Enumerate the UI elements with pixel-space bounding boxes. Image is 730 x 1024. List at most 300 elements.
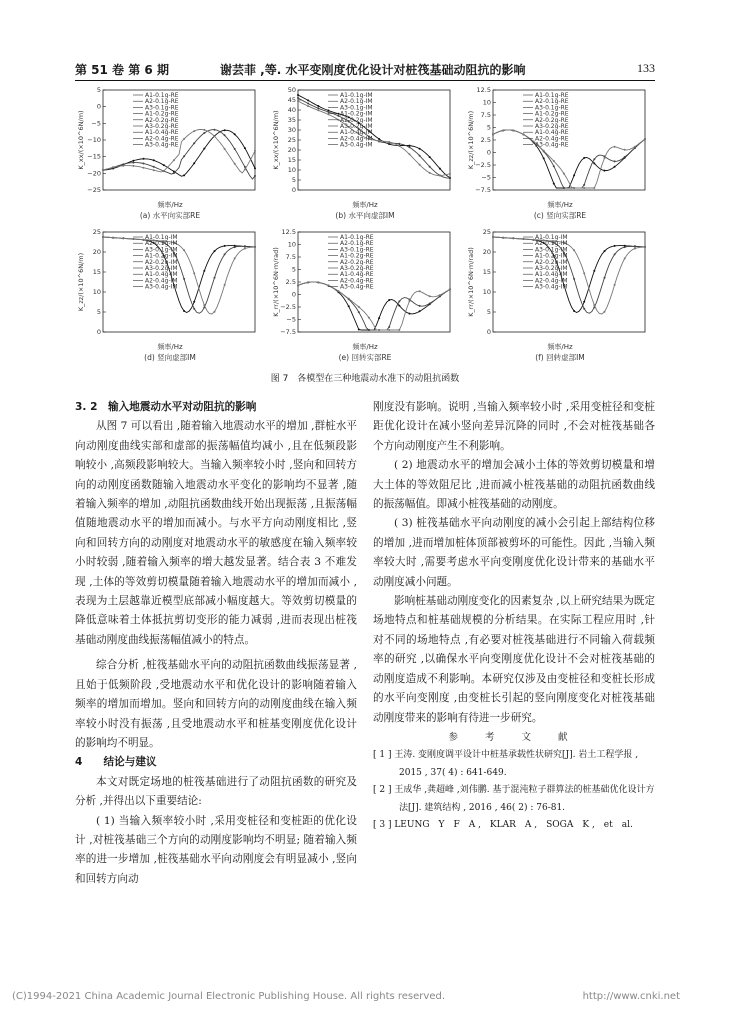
series-marker (378, 317, 380, 319)
series-marker (183, 249, 185, 251)
series-marker (214, 135, 216, 137)
volume-issue: 第 51 卷 第 6 期 (75, 63, 169, 77)
legend-entry: A2-0.2g-IM (535, 258, 568, 266)
series-marker (327, 285, 329, 287)
panel-c (465, 86, 655, 226)
legend-entry: A1-0.4g-IM (145, 271, 178, 279)
legend-entry: A2-0.4g-RE (535, 135, 569, 143)
series-marker (624, 156, 626, 158)
panel-d (75, 228, 265, 368)
footer (0, 991, 730, 1007)
legend-entry: A1-0.4g-RE (535, 129, 569, 137)
series-marker (409, 146, 411, 148)
y-tick-label: 15 (92, 268, 101, 276)
series-marker (358, 311, 360, 313)
series-marker (183, 174, 185, 176)
series-marker (644, 246, 646, 248)
legend-entry: A2-0.2g-IM (145, 258, 178, 266)
y-tick-label: 10 (482, 98, 491, 107)
page-number: 133 (637, 61, 655, 75)
y-tick-label: 0 (291, 186, 296, 194)
series-marker (307, 99, 309, 101)
series-marker (203, 148, 205, 150)
legend-entry: A3-0.2g-RE (340, 265, 374, 272)
y-axis-label: K_xx/(×10^6N/m) (77, 110, 85, 170)
running-title: 谢芸菲 ,等. 水平变刚度优化设计对桩筏基础动阻抗的影响 (220, 63, 526, 77)
series-marker (419, 155, 421, 157)
reference-item: [ 3 ] LEUNG Y F A , KLAR A , SOGA K , et al. (373, 820, 633, 831)
series-marker (634, 248, 636, 250)
y-axis-label: K_rr/(×10^6N·m/rad) (272, 247, 280, 317)
xlabel-c: 频率/Hz (547, 201, 573, 209)
y-tick-label: 30 (287, 126, 296, 134)
header-rule (75, 80, 655, 81)
legend-entry: A3-0.2g-IM (535, 265, 568, 272)
series-marker (214, 311, 216, 313)
series-marker (614, 284, 616, 286)
panel-f (465, 228, 655, 368)
series-marker (193, 308, 195, 310)
series-marker (543, 157, 545, 159)
series-marker (388, 299, 390, 301)
series-marker (409, 153, 411, 155)
legend-entry: A2-0.4g-RE (145, 135, 179, 143)
y-tick-label: −7.5 (475, 186, 491, 194)
legend-entry: A1-0.1g-IM (535, 234, 568, 241)
series-marker (429, 156, 431, 158)
legend-entry: A1-0.1g-IM (145, 234, 178, 241)
paragraph: ( 3) 桩筏基础水平向动刚度的减小会引起上部结构位移的增加 ,进而增加桩体顶部被剪坏的可能性。因此 ,当输入频率较大时 ,需要考虑水平向变刚度优化设计带来的基础水平动刚度减小问题。 (373, 517, 655, 588)
footer-url: http://www.cnki.net (582, 991, 680, 1002)
y-tick-label: 0 (96, 102, 101, 111)
series-marker (224, 284, 226, 286)
series-marker (502, 237, 504, 239)
series-marker (573, 249, 575, 251)
series-marker (583, 157, 585, 159)
reference-item: [ 2 ] 王成华 ,龚超峰 ,刘伟鹏. 基于混沌粒子群算法的桩基础优化设计方法[J]. 建筑结构 , 2016 , 46( 2) : 76-81. (373, 785, 655, 813)
series-marker (419, 310, 421, 312)
series-marker (593, 162, 595, 164)
legend-entry: A2-0.1g-RE (340, 240, 374, 248)
series-marker (163, 170, 165, 172)
series-marker (553, 160, 555, 162)
series-marker (512, 237, 514, 239)
chart-f (465, 228, 655, 353)
y-tick-label: −5 (91, 119, 101, 128)
series-marker (563, 173, 565, 175)
series-marker (254, 150, 256, 152)
legend-entry: A2-0.1g-IM (145, 240, 178, 248)
series-marker (614, 166, 616, 168)
series-marker (143, 163, 145, 165)
legend-entry: A3-0.2g-RE (145, 123, 179, 130)
series-marker (193, 162, 195, 164)
chart-a (75, 86, 265, 211)
references-heading: 参 考 文 献 (448, 731, 580, 743)
series-marker (429, 166, 431, 168)
series-marker (358, 329, 360, 331)
y-tick-label: 20 (92, 248, 101, 256)
y-tick-label: 25 (482, 228, 491, 236)
series-line (298, 282, 450, 330)
legend-entry: A2-0.1g-IM (535, 240, 568, 248)
legend-entry: A3-0.2g-RE (535, 123, 569, 130)
series-marker (604, 250, 606, 252)
series-marker (132, 160, 134, 162)
series-marker (593, 270, 595, 272)
y-tick-label: −2.5 (280, 303, 296, 311)
y-tick-label: −2.5 (475, 161, 491, 169)
y-tick-label: 0 (486, 148, 491, 157)
series-marker (234, 246, 236, 248)
legend-entry: A1-0.2g-IM (340, 110, 373, 118)
series-marker (173, 159, 175, 161)
legend-entry: A2-0.1g-RE (145, 98, 179, 106)
y-tick-label: 5 (96, 308, 101, 316)
series-marker (254, 167, 256, 169)
series-marker (583, 301, 585, 303)
series-marker (297, 94, 299, 96)
series-marker (634, 246, 636, 248)
series-marker (429, 295, 431, 297)
series-marker (604, 277, 606, 279)
series-marker (297, 97, 299, 99)
series-line (493, 237, 645, 314)
series-marker (593, 304, 595, 306)
plot-frame (103, 232, 255, 332)
y-tick-label: −20 (87, 169, 101, 178)
series-marker (583, 187, 585, 189)
legend-entry: A3-0.2g-IM (145, 265, 178, 272)
series-marker (317, 107, 319, 109)
series-marker (327, 111, 329, 113)
legend-entry: A3-0.4g-RE (535, 141, 569, 149)
series-marker (604, 157, 606, 159)
series-marker (368, 317, 370, 319)
series-marker (153, 166, 155, 168)
series-marker (593, 158, 595, 160)
section-3-2-heading: 3. 2 输入地震动水平对动阻抗的影响 (75, 401, 257, 413)
series-marker (307, 281, 309, 283)
plot-frame (493, 90, 645, 190)
series-marker (614, 160, 616, 162)
legend-entry: A1-0.2g-IM (145, 252, 178, 260)
xlabel-b: 频率/Hz (352, 201, 378, 209)
series-marker (378, 138, 380, 140)
series-marker (163, 164, 165, 166)
legend-entry: A3-0.4g-RE (145, 141, 179, 149)
series-marker (297, 100, 299, 102)
subcaption-e: (e) 回转实部RE (338, 353, 392, 362)
series-marker (224, 253, 226, 255)
series-marker (449, 173, 451, 175)
y-tick-label: 10 (287, 240, 296, 249)
series-marker (573, 174, 575, 176)
series-marker (203, 129, 205, 131)
series-marker (614, 146, 616, 148)
y-tick-label: −5 (286, 315, 296, 324)
series-marker (398, 329, 400, 331)
panel-a (75, 86, 265, 226)
subcaption-d: (d) 竖向虚部IM (144, 353, 196, 362)
series-marker (502, 130, 504, 132)
series-marker (254, 246, 256, 248)
series-marker (348, 298, 350, 300)
series-marker (193, 142, 195, 144)
panel-b (270, 86, 460, 226)
chart-b (270, 86, 460, 211)
paragraph: 综合分析 ,桩筏基础水平向的动阻抗函数曲线振荡显著 ,且始于低频阶段 ,受地震动水平和优化设计的影响随着输入频率的增加而增加。竖向和回转方向的动刚度曲线在输入频率较小时没有振荡 ,且受地震动水平和桩基变刚度优化设计的影响均不明显。 (75, 659, 357, 749)
series-marker (132, 162, 134, 164)
paragraph: 从图 7 可以看出 ,随着输入地震动水平的增加 ,群桩水平向动刚度曲线实部和虚部的振荡幅值均减小 ,且在低频段影响较小 ,高频段影响较大。当输入频率较小时 ,竖向和回转方向的动刚度函数随输入地震动水平变化的影响均不显著 ,随着输入频率的增加 ,动阻抗函数曲线开始出现振荡 ,且振荡幅值随地震动水平的增加而减小。与水平方向动刚度相比 ,竖向和回转方向的动刚度对地震动水平的敏感度在输入频率较小时较弱 ,随着输入频率的增大越发显著。结合表 3 不难发现 ,土体的等效剪切模量随着输入地震动水平的增加而减小 ,表现为土层越靠近模型底部减小幅度越大。等效剪切模量的降低意味着土体抵抗剪切变形的能力减弱 ,进而表现出桩筏基础动刚度曲线振荡幅值减小的特点。 (75, 420, 357, 646)
y-tick-label: 2.5 (285, 278, 296, 286)
subcaption-b: (b) 水平向虚部IM (335, 211, 395, 220)
legend-entry: A2-0.1g-IM (340, 98, 373, 106)
legend-entry: A2-0.2g-IM (340, 116, 373, 124)
series-marker (224, 134, 226, 136)
y-tick-label: −10 (87, 136, 101, 144)
series-marker (122, 165, 124, 167)
y-tick-label: 50 (287, 86, 296, 94)
legend-entry: A1-0.4g-RE (340, 271, 374, 279)
y-tick-label: 10 (287, 166, 296, 174)
y-tick-label: 15 (482, 268, 491, 276)
paragraph: 影响桩基础动刚度变化的因素复杂 ,以上研究结果为既定场地特点和桩基础规模的分析结果。在实际工程应用时 ,针对不同的场地特点 ,有必要对桩筏基础进行不同输入荷载频率的研究 ,以确保水平向变刚度优化设计不会对桩筏基础的动刚度造成不利影响。本研究仅涉及由变桩径和变桩长形成的水平向变刚度 ,由变桩长引起的竖向刚度变化对桩筏基础动刚度带来的影响有待进一步研究。 (373, 595, 655, 724)
series-marker (203, 270, 205, 272)
xlabel-d: 频率/Hz (157, 343, 183, 351)
chart-d (75, 228, 265, 353)
series-marker (419, 164, 421, 166)
series-marker (358, 306, 360, 308)
series-marker (214, 277, 216, 279)
plot-frame (493, 232, 645, 332)
y-tick-label: 25 (92, 228, 101, 236)
series-marker (102, 236, 104, 238)
series-marker (234, 163, 236, 165)
y-tick-label: 10 (482, 288, 491, 296)
series-marker (317, 109, 319, 111)
y-tick-label: 15 (287, 156, 296, 164)
series-marker (193, 301, 195, 303)
series-marker (439, 175, 441, 177)
plot-frame (298, 232, 450, 332)
series-marker (624, 257, 626, 259)
series-marker (368, 329, 370, 331)
series-marker (307, 103, 309, 105)
legend-entry: A3-0.4g-RE (340, 283, 374, 291)
copyright-text: (C)1994-2021 China Academic Journal Electronic Publishing House. All rights reserved. (12, 991, 445, 1002)
series-marker (573, 278, 575, 280)
y-axis-label: K_rr/(×10^6N·m/rad) (467, 247, 475, 317)
series-marker (543, 150, 545, 152)
series-marker (583, 308, 585, 310)
legend-entry: A3-0.4g-IM (145, 283, 178, 291)
series-marker (604, 311, 606, 313)
series-marker (563, 187, 565, 189)
y-tick-label: 0 (96, 328, 101, 336)
series-marker (183, 155, 185, 157)
right-column (373, 398, 655, 835)
legend-entry: A3-0.2g-IM (340, 123, 373, 130)
section-4-heading: 4 结论与建议 (75, 756, 157, 769)
legend-entry: A2-0.4g-IM (340, 135, 373, 143)
legend-entry: A2-0.4g-IM (535, 277, 568, 285)
legend-entry: A3-0.1g-IM (145, 246, 178, 254)
legend-entry: A1-0.4g-IM (340, 129, 373, 137)
series-marker (244, 246, 246, 248)
series-marker (297, 285, 299, 287)
y-tick-label: 35 (287, 116, 296, 124)
series-marker (429, 303, 431, 305)
series-marker (378, 329, 380, 331)
series-marker (429, 172, 431, 174)
series-marker (553, 183, 555, 185)
paragraph: 刚度没有影响。说明 ,当输入频率较小时 ,采用变桩径和变桩距优化设计在减小竖向差异沉降的同时 ,不会对桩筏基础各个方向动刚度产生不利影响。 (373, 401, 655, 452)
series-marker (439, 294, 441, 296)
chart-e (270, 228, 460, 353)
series-marker (132, 238, 134, 240)
legend-entry: A1-0.1g-RE (340, 234, 374, 241)
series-marker (102, 169, 104, 171)
series-marker (193, 130, 195, 132)
legend-entry: A1-0.2g-RE (340, 252, 374, 260)
y-axis-label: K_xx/(×10^6N/m) (272, 110, 280, 170)
series-marker (419, 148, 421, 150)
series-marker (224, 129, 226, 131)
legend-entry: A1-0.2g-IM (535, 252, 568, 260)
y-axis-label: K_zz/(×10^6N/m) (467, 110, 475, 170)
legend-entry: A3-0.4g-IM (340, 141, 373, 149)
series-marker (398, 300, 400, 302)
y-tick-label: 0 (291, 290, 296, 299)
y-tick-label: 40 (287, 106, 296, 114)
series-marker (388, 329, 390, 331)
legend-entry: A2-0.2g-RE (535, 116, 569, 124)
subcaption-a: (a) 水平向实部RE (139, 211, 201, 220)
series-marker (203, 304, 205, 306)
series-marker (449, 177, 451, 179)
legend-entry: A3-0.1g-IM (340, 104, 373, 112)
paragraph: ( 2) 地震动水平的增加会减小土体的等效剪切模量和增大土体的等效阻尼比 ,进而减小桩筏基础的动阻抗函数曲线的振荡幅值。即减小桩筏基础的动刚度。 (373, 459, 655, 511)
y-tick-label: 12.5 (281, 228, 296, 236)
chart-c (465, 86, 655, 211)
series-marker (522, 133, 524, 135)
series-marker (398, 143, 400, 145)
y-tick-label: 5 (486, 123, 491, 132)
y-tick-label: 5 (291, 176, 296, 184)
series-marker (112, 237, 114, 239)
series-marker (193, 272, 195, 274)
series-marker (614, 245, 616, 247)
y-tick-label: −7.5 (280, 328, 296, 336)
series-marker (378, 140, 380, 142)
series-marker (573, 310, 575, 312)
panel-e (270, 228, 460, 368)
series-marker (153, 169, 155, 171)
y-tick-label: 0 (486, 328, 491, 336)
series-line (298, 98, 450, 178)
legend-entry: A3-0.4g-IM (535, 283, 568, 291)
series-marker (244, 248, 246, 250)
figure-7 (75, 86, 655, 366)
series-marker (122, 237, 124, 239)
series-marker (234, 133, 236, 135)
y-tick-label: 20 (287, 146, 296, 154)
series-marker (183, 278, 185, 280)
series-marker (317, 281, 319, 283)
legend-entry: A2-0.2g-RE (145, 116, 179, 124)
series-marker (112, 166, 114, 168)
reference-item: [ 1 ] 王涛. 变刚度调平设计中桩基承载性状研究[J]. 岩土工程学报 , 2015 , 37( 4) : 641-649. (373, 750, 639, 778)
y-tick-label: −25 (87, 186, 101, 194)
series-marker (307, 105, 309, 107)
legend-entry: A3-0.1g-RE (145, 104, 179, 112)
series-marker (553, 165, 555, 167)
legend-entry: A2-0.2g-RE (340, 258, 374, 266)
series-marker (234, 148, 236, 150)
series-marker (634, 146, 636, 148)
series-line (103, 237, 255, 314)
series-marker (409, 300, 411, 302)
series-marker (593, 187, 595, 189)
series-marker (183, 138, 185, 140)
legend-entry: A3-0.1g-RE (340, 246, 374, 254)
series-marker (224, 148, 226, 150)
xlabel-f: 频率/Hz (547, 343, 573, 351)
series-marker (173, 172, 175, 174)
series-marker (254, 175, 256, 177)
series-marker (388, 141, 390, 143)
legend-entry: A1-0.1g-IM (340, 92, 373, 99)
paragraph: 本文对既定场地的桩筏基础进行了动阻抗函数的研究及分析 ,并得出以下重要结论: (75, 775, 357, 808)
y-tick-label: 25 (287, 136, 296, 144)
series-marker (614, 253, 616, 255)
paragraph: ( 1) 当输入频率较小时 ,采用变桩径和变桩距的优化设计 ,对桩筏基础三个方向的动刚度影响均不明显; 随着输入频率的进一步增加 ,桩筏基础水平向动刚度会有明显减小 ,竖向和回转方向动 (75, 814, 357, 885)
series-marker (419, 290, 421, 292)
series-marker (583, 272, 585, 274)
series-marker (203, 132, 205, 134)
series-marker (214, 250, 216, 252)
series-marker (624, 246, 626, 248)
legend-entry: A1-0.4g-RE (145, 129, 179, 137)
series-marker (398, 305, 400, 307)
series-marker (449, 288, 451, 290)
xlabel-a: 频率/Hz (157, 201, 183, 209)
series-marker (644, 138, 646, 140)
series-marker (398, 145, 400, 147)
legend-entry: A1-0.2g-RE (535, 110, 569, 118)
series-marker (224, 245, 226, 247)
series-marker (522, 238, 524, 240)
series-marker (348, 305, 350, 307)
series-marker (183, 310, 185, 312)
y-tick-label: −15 (87, 152, 101, 161)
y-tick-label: 7.5 (480, 111, 491, 119)
series-marker (439, 168, 441, 170)
series-marker (214, 129, 216, 131)
y-tick-label: 45 (287, 96, 296, 104)
subcaption-f: (f) 回转虚部IM (535, 353, 585, 362)
series-marker (409, 313, 411, 315)
legend-entry: A1-0.1g-RE (535, 92, 569, 99)
y-tick-label: 2.5 (480, 136, 491, 144)
legend-entry: A3-0.1g-IM (535, 246, 568, 254)
legend-entry: A2-0.4g-RE (340, 277, 374, 285)
series-marker (143, 158, 145, 160)
series-marker (143, 167, 145, 169)
running-header (75, 61, 655, 79)
series-marker (153, 159, 155, 161)
